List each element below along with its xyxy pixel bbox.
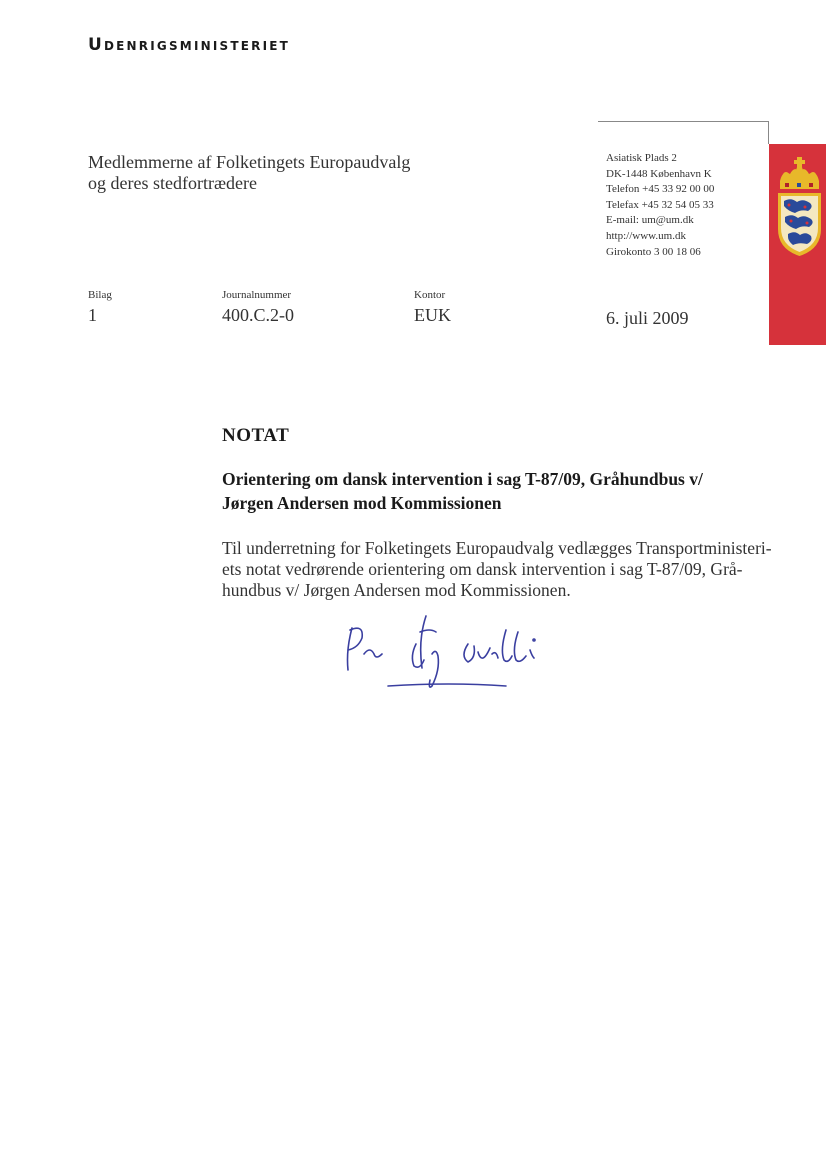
document-body xyxy=(222,538,782,601)
kontor-label: Kontor xyxy=(414,289,446,301)
handwritten-signature xyxy=(340,610,560,700)
document-subject xyxy=(222,467,742,515)
body-line-2: ets notat vedrørende orientering om dansk intervention i sag T-87/09, Grå- xyxy=(222,559,743,579)
journal-label: Journalnummer xyxy=(222,289,292,301)
ministry-name: Udenrigsministeriet xyxy=(88,35,291,55)
recipient-line-1: Medlemmerne af Folketingets Europaudvalg xyxy=(88,152,411,172)
letterhead-rule xyxy=(598,121,768,122)
subject-line-1: Orientering om dansk intervention i sag T-87/09, Gråhundbus v/ xyxy=(222,469,703,489)
document-heading: NOTAT xyxy=(222,425,290,446)
bilag-value: 1 xyxy=(88,305,97,325)
royal-coat-of-arms-icon xyxy=(777,157,826,257)
letterhead-rule-vertical xyxy=(768,121,769,144)
body-line-3: hundbus v/ Jørgen Andersen mod Kommissionen. xyxy=(222,580,571,600)
document-date: 6. juli 2009 xyxy=(606,308,689,328)
subject-line-2: Jørgen Andersen mod Kommissionen xyxy=(222,493,502,513)
body-line-1: Til underretning for Folketingets Europaudvalg vedlægges Transportministeri- xyxy=(222,538,772,558)
address-giro: Girokonto 3 00 18 06 xyxy=(606,245,701,258)
address-email: E-mail: um@um.dk xyxy=(606,214,694,227)
recipient-line-2: og deres stedfortrædere xyxy=(88,173,257,193)
address-web: http://www.um.dk xyxy=(606,229,686,242)
bilag-label: Bilag xyxy=(88,289,112,301)
address-telefax: Telefax +45 32 54 05 33 xyxy=(606,198,714,211)
kontor-value: EUK xyxy=(414,305,451,325)
sender-address xyxy=(606,151,714,260)
address-telefon: Telefon +45 33 92 00 00 xyxy=(606,183,715,196)
meta-journal xyxy=(222,289,294,326)
recipient-block xyxy=(88,152,410,194)
journal-value: 400.C.2-0 xyxy=(222,305,294,325)
address-city: DK-1448 København K xyxy=(606,167,712,180)
meta-bilag xyxy=(88,289,112,326)
meta-kontor xyxy=(414,289,451,326)
address-street: Asiatisk Plads 2 xyxy=(606,152,677,164)
